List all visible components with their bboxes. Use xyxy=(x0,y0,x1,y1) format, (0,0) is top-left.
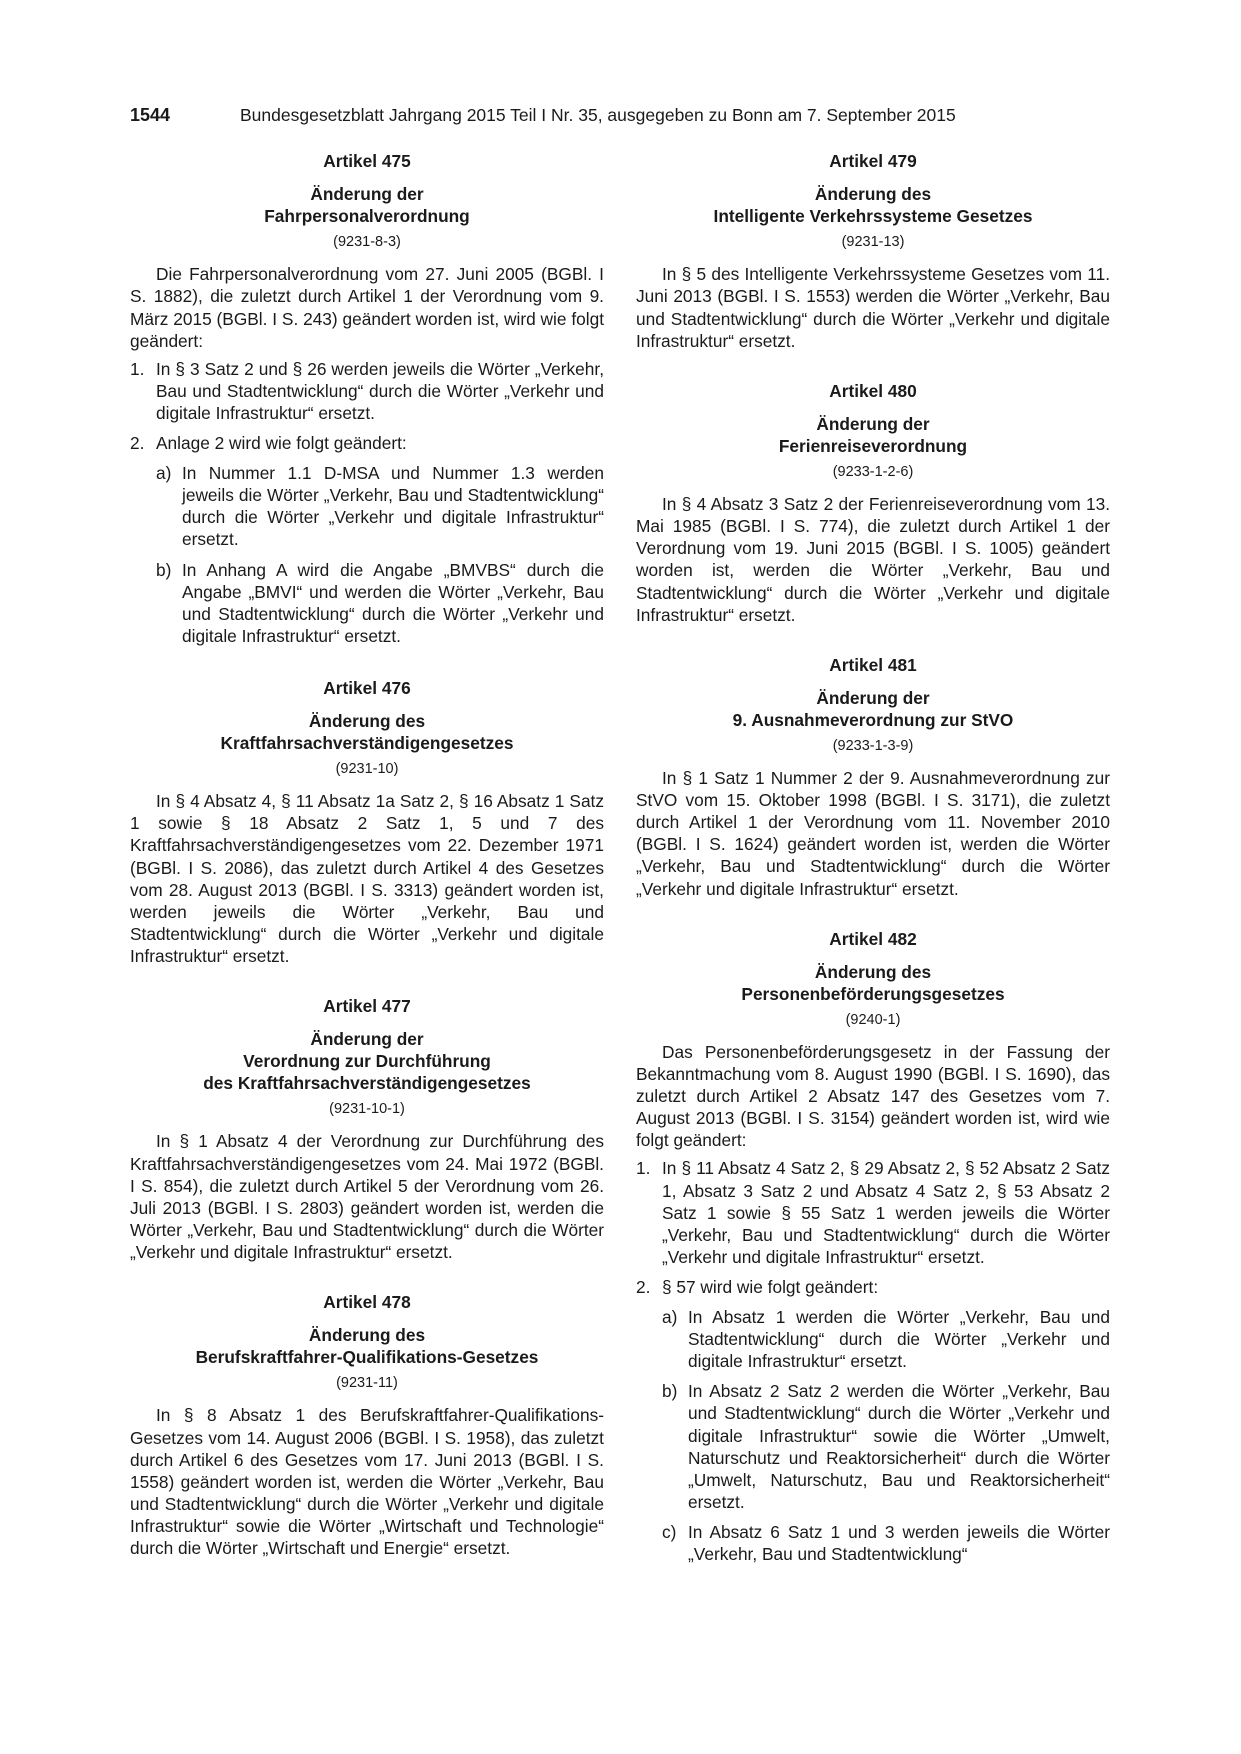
article-number: Artikel 475 xyxy=(323,151,411,171)
page-number: 1544 xyxy=(130,105,171,125)
article-482 xyxy=(636,928,1110,1565)
left-column xyxy=(130,150,604,1565)
article-number: Artikel 476 xyxy=(323,677,411,698)
article-number: Artikel 477 xyxy=(323,996,411,1016)
list-marker: b) xyxy=(156,559,172,580)
list-marker: 1. xyxy=(636,1158,651,1179)
list-item-text: In Absatz 1 werden die Wörter „Verkehr, Bau und Stadtentwicklung“ durch die Wörter „Verkehr und digitale Infrastruktur“ ersetzt. xyxy=(688,1307,1110,1372)
article-number: Artikel 482 xyxy=(829,928,917,949)
list-item-text: In Absatz 2 Satz 2 werden die Wörter „Verkehr, Bau und Stadtentwicklung“ durch die Wörter „Verkehr und digitale Infrastruktur“ sowie die Wörter „Umwelt, Naturschutz und Reaktorsicherheit“ durch die Wörter „Umwelt, Naturschutz, Bau und Reaktorsicherheit“ ersetzt. xyxy=(688,1381,1110,1512)
list-item-text: In § 3 Satz 2 und § 26 werden jeweils die Wörter „Verkehr, Bau und Stadtentwicklung“ durch die Wörter „Verkehr und digitale Infrastruktur“ ersetzt. xyxy=(156,358,604,423)
article-code: (9240-1) xyxy=(845,1011,901,1028)
list-item xyxy=(636,1276,1110,1298)
list-item-text: Anlage 2 wird wie folgt geändert: xyxy=(156,433,407,454)
list-marker: b) xyxy=(662,1381,678,1402)
article-paragraph: In § 5 des Intelligente Verkehrssysteme Gesetzes vom 11. Juni 2013 (BGBl. I S. 1553) werden die Wörter „Verkehr, Bau und Stadtentwicklung“ durch die Wörter „Verkehr und digitale Infrastruktur“ ersetzt. xyxy=(636,264,1110,351)
article-code: (9231-13) xyxy=(841,234,905,251)
sub-list-item xyxy=(636,1306,1110,1372)
right-column xyxy=(636,150,1110,1573)
article-paragraph: In § 1 Satz 1 Nummer 2 der 9. Ausnahmeverordnung zur StVO vom 15. Oktober 1998 (BGBl. I S. 3171), die zuletzt durch Artikel 1 der Verordnung vom 11. November 2010 (BGBl. I S. 1624) geändert worden ist, werden die Wörter „Verkehr, Bau und Stadtentwicklung“ durch die Wörter „Verkehr und digitale Infrastruktur“ ersetzt. xyxy=(636,768,1110,899)
list-item xyxy=(636,1157,1110,1267)
article-paragraph: In § 8 Absatz 1 des Berufskraftfahrer-Qualifikations-Gesetzes vom 14. August 2006 (BGBl. I S. 1958), das zuletzt durch Artikel 6 des Gesetzes vom 17. Juni 2013 (BGBl. I S. 1558) geändert worden ist, werden die Wörter „Verkehr, Bau und Stadtentwicklung“ durch die Wörter „Verkehr und digitale Infrastruktur“ sowie die Wörter „Wirtschaft und Technologie“ durch die Wörter „Wirtschaft und Energie“ ersetzt. xyxy=(130,1405,604,1558)
article-heading-line: Änderung des xyxy=(814,961,932,982)
list-marker: c) xyxy=(662,1521,677,1542)
gazette-title: Bundesgesetzblatt Jahrgang 2015 Teil I Nr. 35, ausgegeben zu Bonn am 7. September 2015 xyxy=(240,105,956,125)
article-heading-line: Intelligente Verkehrssysteme Gesetzes xyxy=(713,206,1033,227)
list-marker: 1. xyxy=(130,358,145,379)
list-marker: 2. xyxy=(130,433,145,454)
article-475 xyxy=(130,150,604,647)
article-heading-line: Änderung des xyxy=(814,184,932,205)
article-heading-line: Änderung des xyxy=(308,1325,426,1346)
article-paragraph: Die Fahrpersonalverordnung vom 27. Juni 2005 (BGBl. I S. 1882), die zuletzt durch Artikel 1 der Verordnung vom 9. März 2015 (BGBl. I S. 243) geändert worden ist, wird wie folgt geändert: xyxy=(130,264,604,351)
article-heading-line: des Kraftfahrsachverständigengesetzes xyxy=(203,1073,531,1094)
article-heading-line: Fahrpersonalverordnung xyxy=(264,206,470,227)
article-code: (9231-8-3) xyxy=(333,234,401,251)
article-heading-line: 9. Ausnahmeverordnung zur StVO xyxy=(732,709,1014,730)
article-481 xyxy=(636,654,1110,900)
article-number: Artikel 480 xyxy=(829,380,917,401)
article-477 xyxy=(130,995,604,1263)
article-paragraph: In § 4 Absatz 4, § 11 Absatz 1a Satz 2, § 16 Absatz 1 Satz 1 sowie § 18 Absatz 2 Satz 1, 5 und 7 des Kraftfahrsachverständigengesetzes vom 22. Dezember 1971 (BGBl. I S. 2086), das zuletzt durch Artikel 4 des Gesetzes vom 28. August 2013 (BGBl. I S. 3313) geändert worden ist, werden jeweils die Wörter „Verkehr, Bau und Stadtentwicklung“ durch die Wörter „Verkehr und digitale Infrastruktur“ ersetzt. xyxy=(130,791,604,966)
list-marker: 2. xyxy=(636,1276,651,1297)
article-476 xyxy=(130,677,604,967)
article-code: (9233-1-2-6) xyxy=(832,464,914,481)
article-code: (9231-10) xyxy=(335,761,399,778)
sub-list-item xyxy=(130,559,604,647)
article-heading-line: Änderung der xyxy=(816,687,930,708)
article-heading-line: Personenbeförderungsgesetzes xyxy=(741,983,1005,1004)
article-number: Artikel 481 xyxy=(829,654,917,675)
article-paragraph: Das Personenbeförderungsgesetz in der Fassung der Bekanntmachung vom 8. August 1990 (BGBl. I S. 1690), das zuletzt durch Artikel 2 Absatz 147 des Gesetzes vom 7. August 2013 (BGBl. I S. 3154) geändert worden ist, wird wie folgt geändert: xyxy=(636,1042,1110,1151)
article-paragraph: In § 4 Absatz 3 Satz 2 der Ferienreiseverordnung vom 13. Mai 1985 (BGBl. I S. 774), die zuletzt durch Artikel 1 der Verordnung vom 19. Juni 2015 (BGBl. I S. 1005) geändert worden ist, werden die Wörter „Verkehr, Bau und Stadtentwicklung“ durch die Wörter „Verkehr und digitale Infrastruktur“ ersetzt. xyxy=(636,494,1110,625)
article-heading-line: Änderung des xyxy=(308,710,426,731)
article-heading-line: Kraftfahrsachverständigengesetzes xyxy=(220,733,514,754)
sub-list-item xyxy=(130,462,604,550)
list-item xyxy=(130,358,604,424)
article-heading-line: Verordnung zur Durchführung xyxy=(243,1051,491,1072)
sub-list-item xyxy=(636,1521,1110,1565)
list-item-text: In Absatz 6 Satz 1 und 3 werden jeweils die Wörter „Verkehr, Bau und Stadtentwicklung“ xyxy=(688,1521,1110,1564)
article-code: (9233-1-3-9) xyxy=(832,737,914,754)
article-479 xyxy=(636,150,1110,352)
list-item-text: In § 11 Absatz 4 Satz 2, § 29 Absatz 2, § 52 Absatz 2 Satz 1, Absatz 3 Satz 2 und Absatz 4 Satz 2, § 53 Absatz 2 Satz 1 sowie § 55 Satz 1 werden jeweils die Wörter „Verkehr, Bau und Stadtentwicklung“ durch die Wörter „Verkehr und digitale Infrastruktur“ ersetzt. xyxy=(662,1158,1110,1267)
article-480 xyxy=(636,380,1110,626)
article-code: (9231-11) xyxy=(336,1375,398,1392)
page-header xyxy=(130,100,1110,130)
article-heading-line: Änderung der xyxy=(816,413,930,434)
list-marker: a) xyxy=(156,463,172,484)
article-heading-line: Änderung der xyxy=(310,184,424,205)
article-number: Artikel 479 xyxy=(829,151,917,171)
list-item-text: In Anhang A wird die Angabe „BMVBS“ durch die Angabe „BMVI“ und werden die Wörter „Verkehr, Bau und Stadtentwicklung“ durch die Wörter „Verkehr und digitale Infrastruktur“ ersetzt. xyxy=(182,559,604,646)
article-code: (9231-10-1) xyxy=(329,1101,405,1118)
list-marker: a) xyxy=(662,1307,678,1328)
article-heading-line: Berufskraftfahrer-Qualifikations-Gesetzes xyxy=(195,1347,539,1368)
article-heading-line: Änderung der xyxy=(310,1029,424,1050)
list-item-text: In Nummer 1.1 D-MSA und Nummer 1.3 werden jeweils die Wörter „Verkehr, Bau und Stadtentwicklung“ durch die Wörter „Verkehr und digitale Infrastruktur“ ersetzt. xyxy=(182,463,604,550)
sub-list-item xyxy=(636,1380,1110,1513)
list-item-text: § 57 wird wie folgt geändert: xyxy=(662,1276,879,1297)
article-number: Artikel 478 xyxy=(323,1292,411,1313)
list-item xyxy=(130,432,604,454)
article-paragraph: In § 1 Absatz 4 der Verordnung zur Durchführung des Kraftfahrsachverständigengesetzes vom 24. Mai 1972 (BGBl. I S. 854), die zuletzt durch Artikel 5 der Verordnung vom 26. Juli 2013 (BGBl. I S. 2803) geändert worden ist, werden die Wörter „Verkehr, Bau und Stadtentwicklung“ durch die Wörter „Verkehr und digitale Infrastruktur“ ersetzt. xyxy=(130,1131,604,1262)
article-heading-line: Ferienreiseverordnung xyxy=(778,435,968,456)
article-478 xyxy=(130,1291,604,1559)
